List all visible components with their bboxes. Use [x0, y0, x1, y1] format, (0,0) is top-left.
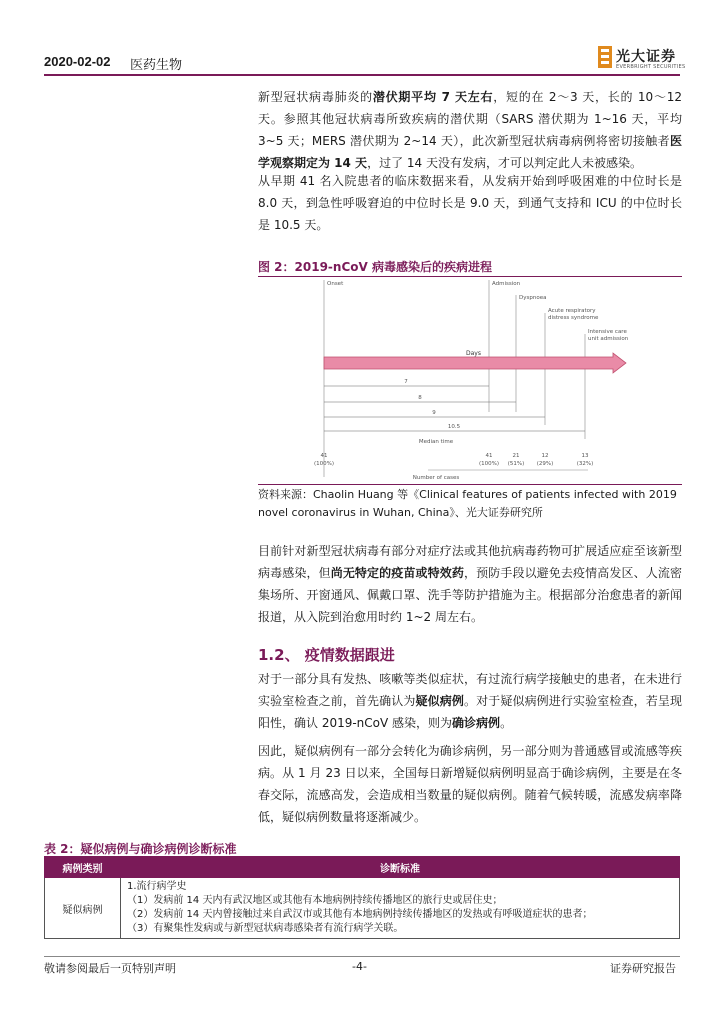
page-number: -4-: [352, 960, 367, 973]
label-onset: Onset: [327, 281, 344, 287]
logo-icon: [598, 46, 612, 68]
cases-icu-n: 13: [581, 453, 589, 459]
table-header-category: 病例类别: [45, 857, 121, 878]
section-title: 1.2、 疫情数据跟进: [258, 646, 395, 664]
diagnosis-table: [44, 856, 680, 939]
footer-disclaimer: 敬请参阅最后一页特别声明: [44, 962, 176, 975]
label-icu-1: Intensive care: [588, 329, 627, 335]
table-header-row: [45, 857, 680, 878]
cases-ards-pct: (29%): [536, 461, 554, 467]
incubation-paragraph: 新型冠状病毒肺炎的潜伏期平均 7 天左右，短的在 2～3 天，长的 10～12 天。参照其他冠状病毒所致疾病的潜伏期（SARS 潜伏期为 1~16 天，平均 3~5 天；MERS 潜伏期为 2~14 天），此次新型冠状病毒病例将密切接触者医学观察期定为 14 天，过了 14 天没有发病，才可以判定此人未被感染。: [258, 90, 682, 170]
criteria-line: （1）发病前 14 天内有武汉地区或其他有本地病例持续传播地区的旅行史或居住史；: [127, 895, 503, 906]
table-row: [45, 878, 680, 939]
label-ards-1: Acute respiratory: [548, 308, 596, 314]
figure-title: 图 2：2019-nCoV 病毒感染后的疾病进程: [258, 260, 492, 274]
cases-ards-n: 12: [541, 453, 549, 459]
case-definition-paragraph: 对于一部分具有发热、咳嗽等类似症状，有过流行病学接触史的患者，在未进行实验室检查之前，首先确认为疑似病例。对于疑似病例进行实验室检查，若呈现阳性，确认 2019-nCoV 感染，则为确诊病例。: [258, 672, 682, 730]
cases-onset-n: 41: [320, 453, 328, 459]
header-rule: [44, 74, 680, 76]
figure-source: 资料来源：Chaolin Huang 等《Clinical features of patients infected with 2019 novel coronavirus in Wuhan, China》、光大证券研究所: [258, 488, 677, 519]
table-header-criteria: 诊断标准: [121, 857, 680, 878]
cases-admission-pct: (100%): [478, 461, 500, 467]
report-sector: 医药生物: [130, 58, 183, 73]
suspected-cases-paragraph: 因此，疑似病例有一部分会转化为确诊病例，另一部分则为普通感冒或流感等疾病。从 1 月 23 日以来，全国每日新增疑似病例明显高于确诊病例，主要是在冬春交际，流感高发，会造成相当数量的疑似病例。随着气候转暖，流感发病率降低，疑似病例数量将逐渐减少。: [258, 744, 682, 824]
cases-onset-pct: (100%): [313, 461, 335, 467]
duration-10-5: 10.5: [447, 424, 461, 430]
label-dyspnoea: Dyspnoea: [519, 295, 547, 301]
label-number-of-cases: Number of cases: [412, 475, 460, 481]
table-row-label: 疑似病例: [45, 878, 121, 939]
disease-progression-chart: [258, 277, 682, 483]
footer-rule: [44, 956, 680, 957]
cases-icu-pct: (32%): [576, 461, 594, 467]
company-logo: [598, 44, 694, 72]
logo-cn-text: 光大证券: [616, 49, 676, 65]
label-admission: Admission: [492, 281, 521, 287]
duration-9: 9: [432, 410, 436, 416]
cases-dyspnoea-n: 21: [512, 453, 520, 459]
table-row-criteria: [121, 878, 680, 939]
duration-7: 7: [404, 379, 408, 385]
figure-bottom-rule: [258, 484, 682, 485]
report-date: 2020-02-02: [44, 54, 111, 69]
clinical-data-paragraph: 从早期 41 名入院患者的临床数据来看，从发病开始到呼吸困难的中位时长是 8.0 天，到急性呼吸窘迫的中位时长是 9.0 天，到通气支持和 ICU 的中位时长是 10.5 天。: [258, 174, 682, 232]
criteria-line: 1.流行病学史: [127, 881, 187, 892]
footer-report-type: 证券研究报告: [610, 962, 676, 975]
table-title: 表 2：疑似病例与确诊病例诊断标准: [44, 842, 237, 856]
criteria-line: （3）有聚集性发病或与新型冠状病毒感染者有流行病学关联。: [127, 923, 404, 934]
cases-dyspnoea-pct: (51%): [507, 461, 525, 467]
label-days: Days: [466, 350, 481, 357]
treatment-paragraph: 目前针对新型冠状病毒有部分对症疗法或其他抗病毒药物可扩展适应症至该新型病毒感染，但尚无特定的疫苗或特效药，预防手段以避免去疫情高发区、人流密集场所、开窗通风、佩戴口罩、洗手等防护措施为主。根据部分治愈患者的新闻报道，从入院到治愈用时约 1~2 周左右。: [258, 544, 682, 624]
cases-admission-n: 41: [485, 453, 493, 459]
duration-8: 8: [418, 395, 422, 401]
label-ards-2: distress syndrome: [548, 315, 599, 321]
criteria-line: （2）发病前 14 天内曾接触过来自武汉市或其他有本地病例持续传播地区的发热或有呼吸道症状的患者；: [127, 909, 593, 920]
logo-en-text: EVERBRIGHT SECURITIES: [616, 64, 686, 70]
label-icu-2: unit admission: [588, 336, 629, 342]
label-median-time: Median time: [418, 439, 454, 445]
